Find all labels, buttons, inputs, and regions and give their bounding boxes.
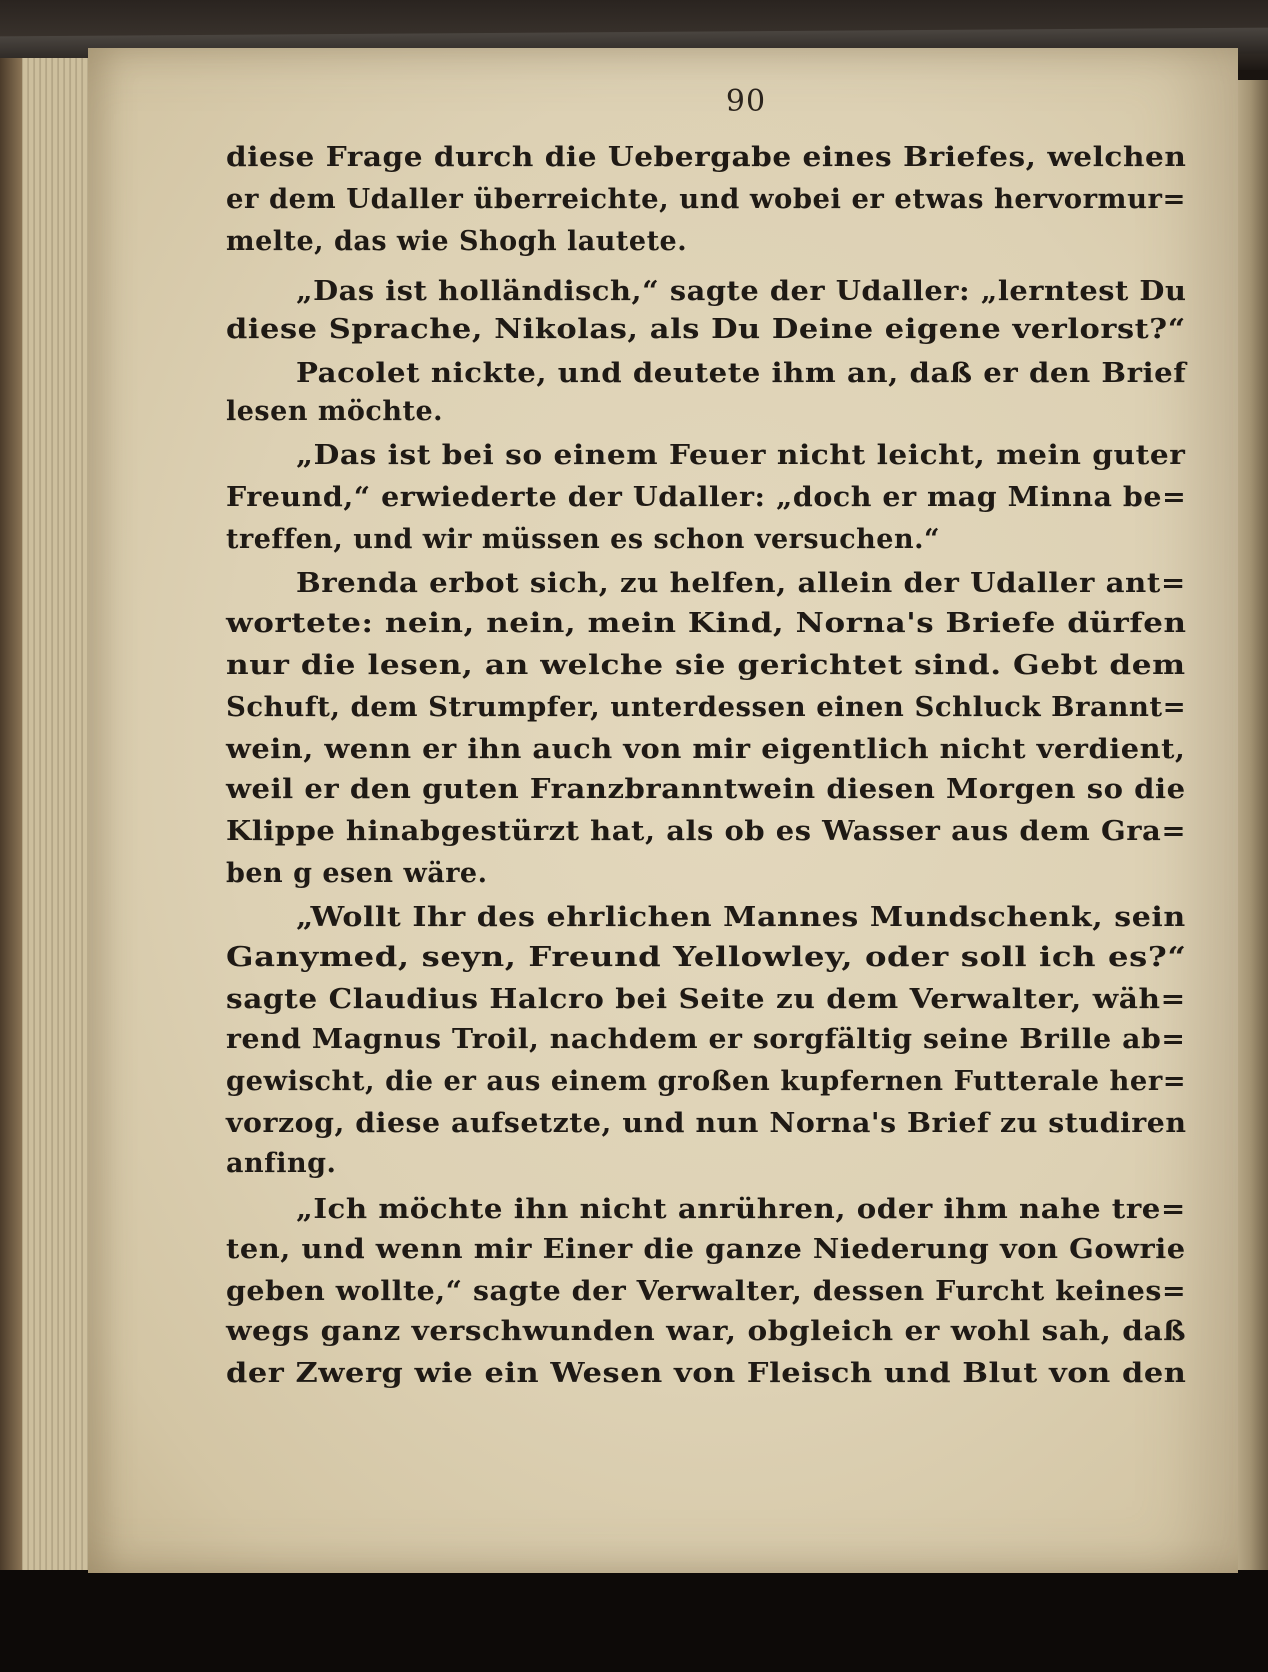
text-line: anfing. <box>226 1148 337 1179</box>
text-line: Klippe hinabgestürzt hat, als ob es Wasser aus dem Gra= <box>226 816 1187 847</box>
text-line: weil er den guten Franzbranntwein diesen Morgen so die <box>226 774 1186 805</box>
text-line: „Ich möchte ihn nicht anrühren, oder ihm nahe tre= <box>296 1194 1186 1225</box>
text-line: diese Frage durch die Uebergabe eines Briefes, welchen <box>226 142 1187 173</box>
text-line: „Wollt Ihr des ehrlichen Mannes Mundschenk, sein <box>296 902 1186 933</box>
page-number: 90 <box>725 84 767 119</box>
text-line: vorzog, diese aufsetzte, und nun Norna's Brief zu studiren <box>226 1108 1187 1139</box>
text-line: rend Magnus Troil, nachdem er sorgfältig seine Brille ab= <box>226 1024 1186 1055</box>
background-bottom <box>0 1570 1268 1672</box>
text-line: er dem Udaller überreichte, und wobei er etwas hervormur= <box>226 184 1186 215</box>
text-line: Ganymed, seyn, Freund Yellowley, oder soll ich es?“ <box>226 942 1187 973</box>
cover-edge-left <box>0 58 22 1578</box>
text-line: wegs ganz verschwunden war, obgleich er wohl sah, daß <box>226 1316 1187 1347</box>
text-line: Schuft, dem Strumpfer, unterdessen einen Schluck Brannt= <box>226 692 1187 723</box>
book-page <box>88 48 1238 1573</box>
text-line: geben wollte,“ sagte der Verwalter, dessen Furcht keines= <box>226 1276 1187 1307</box>
text-line: gewischt, die er aus einem großen kupfernen Futterale her= <box>226 1066 1187 1097</box>
text-line: Freund,“ erwiederte der Udaller: „doch er mag Minna be= <box>226 482 1187 513</box>
text-line: ten, und wenn mir Einer die ganze Niederung von Gowrie <box>226 1234 1186 1265</box>
text-line: ben g esen wäre. <box>226 858 488 889</box>
text-line: lesen möchte. <box>226 396 444 427</box>
text-line: melte, das wie Shogh lautete. <box>226 226 688 257</box>
text-line: sagte Claudius Halcro bei Seite zu dem Verwalter, wäh= <box>226 984 1186 1015</box>
text-line: der Zwerg wie ein Wesen von Fleisch und Blut von den <box>226 1358 1187 1389</box>
text-line: diese Sprache, Nikolas, als Du Deine eigene verlorst?“ <box>226 314 1186 345</box>
text-line: „Das ist bei so einem Feuer nicht leicht, mein guter <box>296 440 1186 471</box>
text-line: nur die lesen, an welche sie gerichtet sind. Gebt dem <box>226 650 1186 681</box>
text-line: „Das ist holländisch,“ sagte der Udaller: „lerntest Du <box>296 276 1187 307</box>
text-line: wortete: nein, nein, mein Kind, Norna's Briefe dürfen <box>226 608 1187 639</box>
text-line: treffen, und wir müssen es schon versuchen.“ <box>226 524 941 555</box>
text-line: wein, wenn er ihn auch von mir eigentlich nicht verdient, <box>226 734 1186 765</box>
text-line: Brenda erbot sich, zu helfen, allein der Udaller ant= <box>296 568 1186 599</box>
text-line: Pacolet nickte, und deutete ihm an, daß er den Brief <box>296 358 1187 389</box>
